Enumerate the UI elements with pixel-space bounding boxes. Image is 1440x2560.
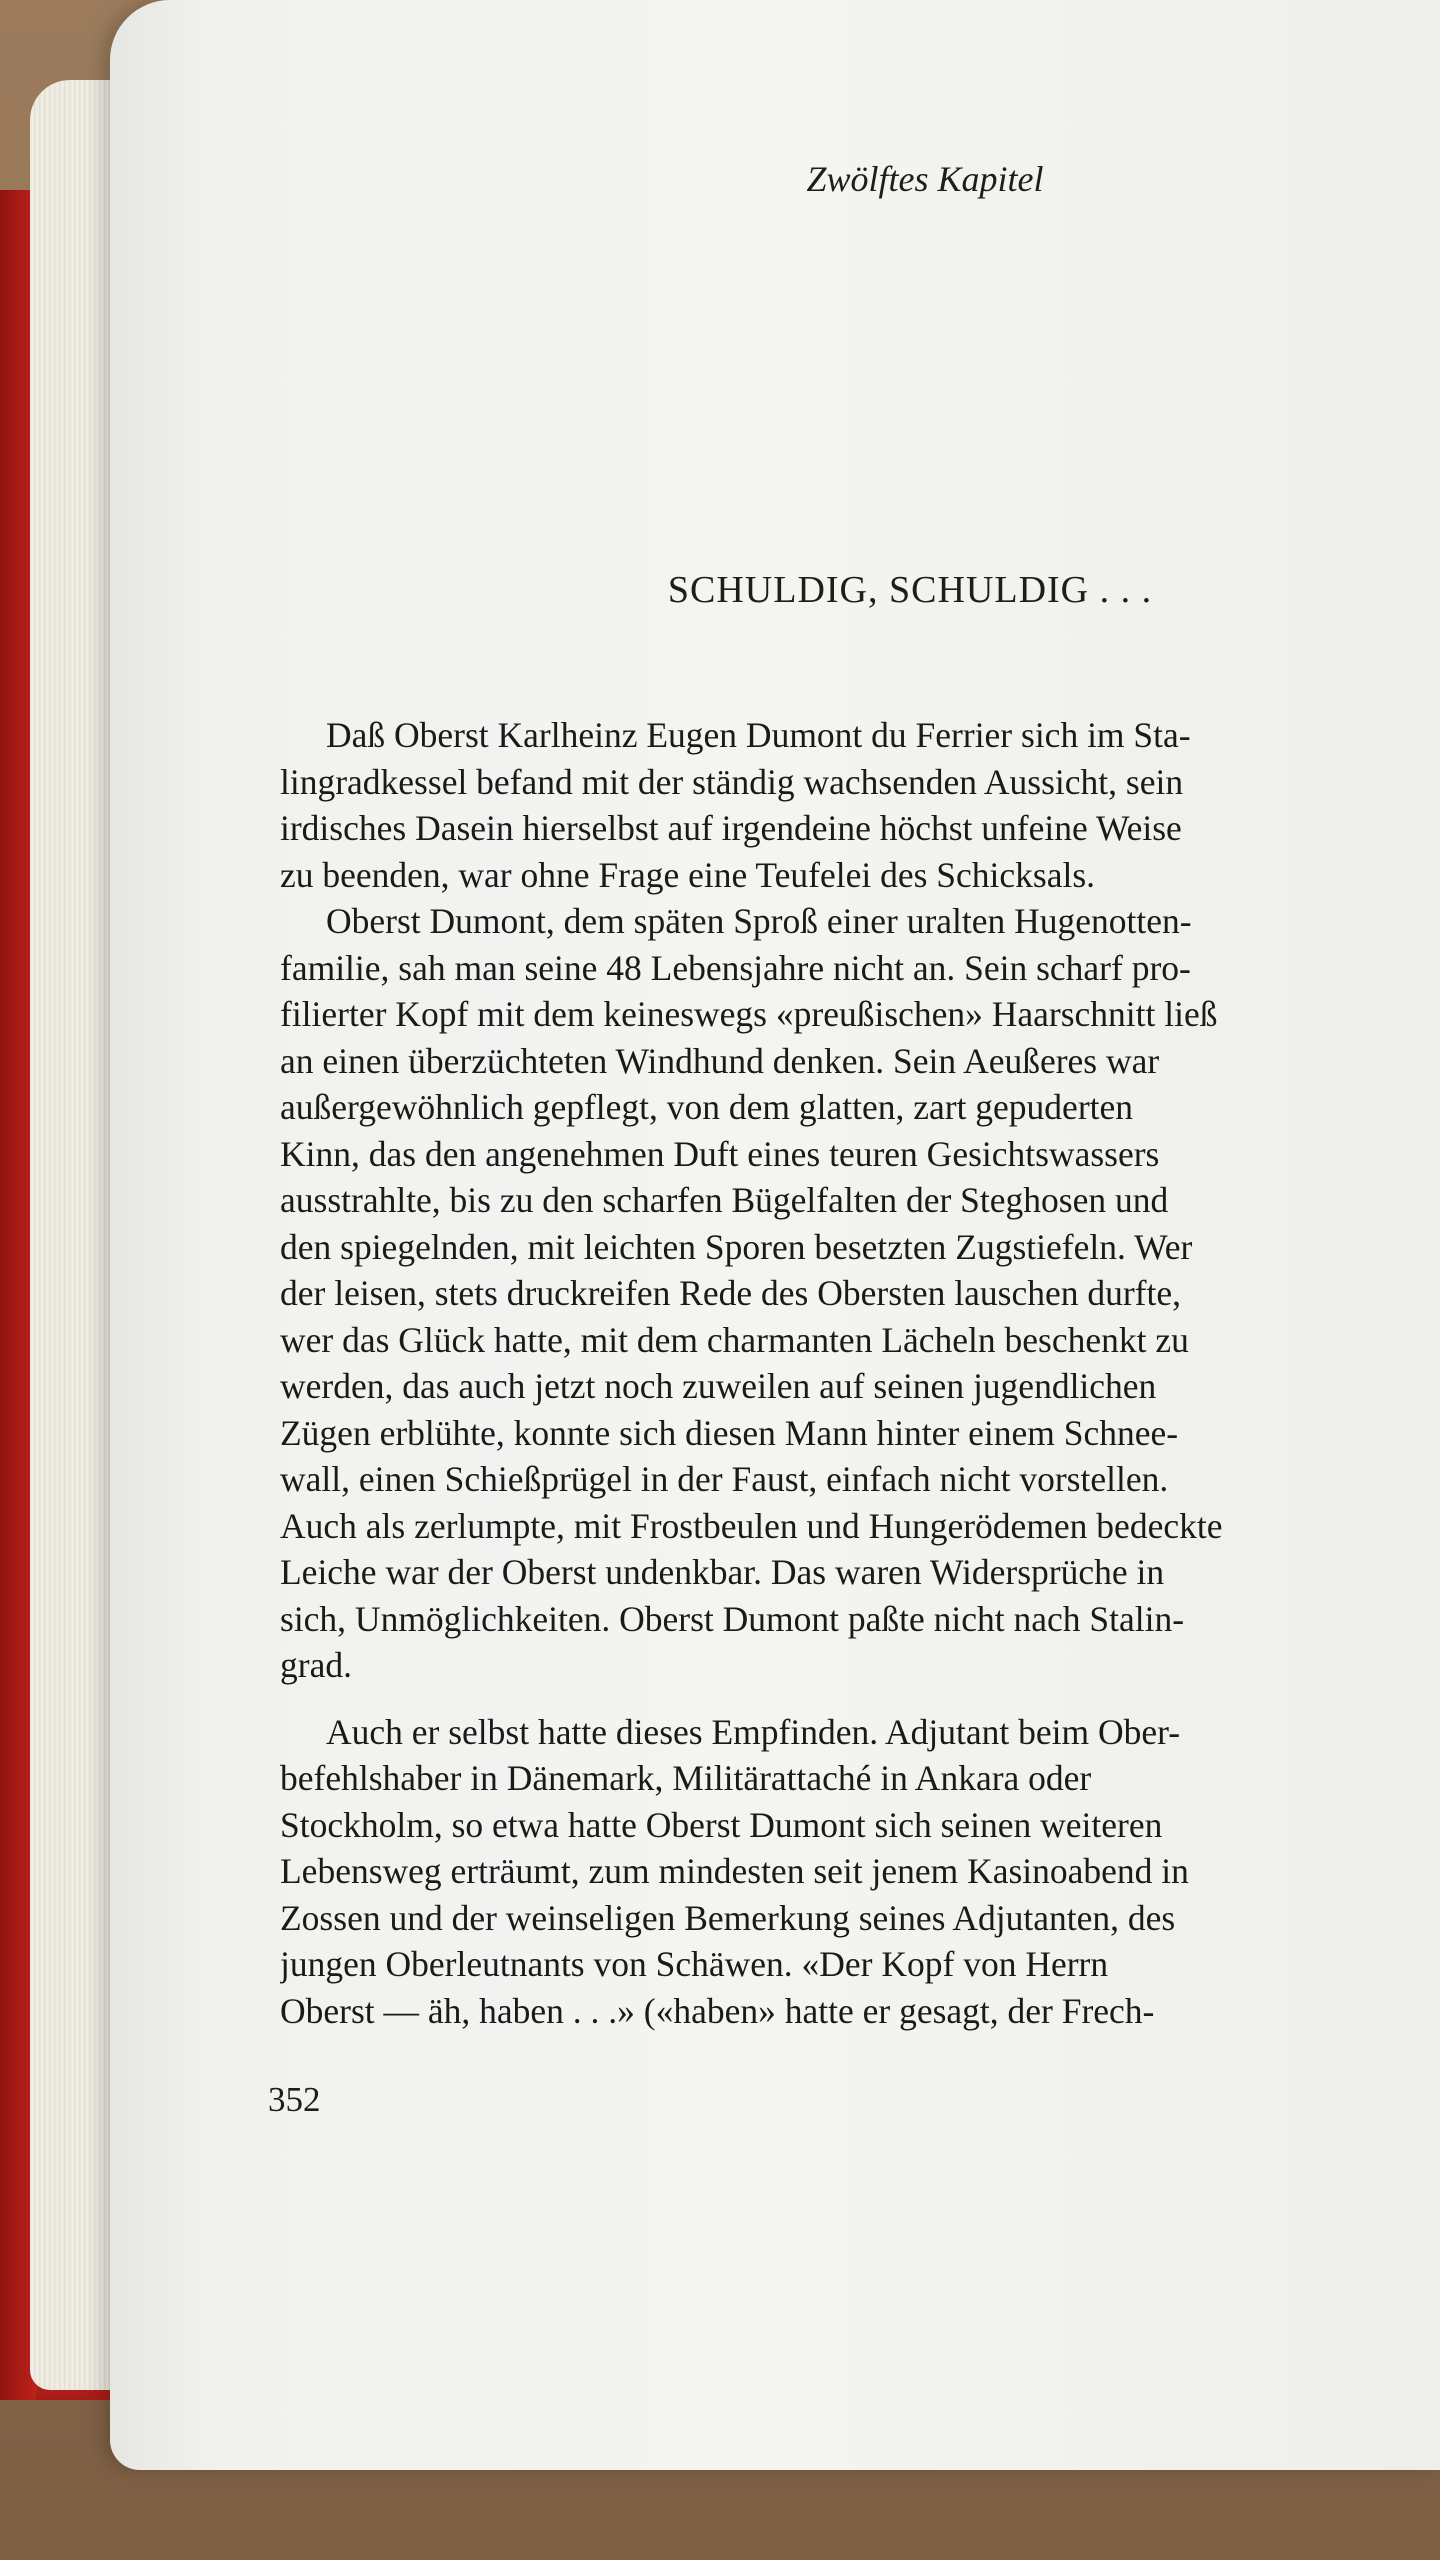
text-line: jungen Oberleutnants von Schäwen. «Der Kopf von Herrn bbox=[280, 1944, 1109, 1984]
text-line: sich, Unmöglichkeiten. Oberst Dumont paßte nicht nach Stalin- bbox=[280, 1598, 1185, 1639]
text-line: Oberst — äh, haben . . .» («haben» hatte er gesagt, der Frech- bbox=[280, 1990, 1155, 2031]
running-head: Zwölftes Kapitel bbox=[806, 159, 1044, 199]
body-text bbox=[280, 712, 1430, 2034]
chapter-title: SCHULDIG, SCHULDIG . . . bbox=[667, 569, 1153, 611]
text-line: befehlshaber in Dänemark, Militärattaché in Ankara oder bbox=[280, 1758, 1092, 1798]
text-line: der leisen, stets druckreifen Rede des Obersten lauschen durfte, bbox=[280, 1273, 1181, 1313]
text-line: familie, sah man seine 48 Lebensjahre nicht an. Sein scharf pro- bbox=[280, 947, 1191, 988]
text-line: an einen überzüchteten Windhund denken. Sein Aeußeres war bbox=[280, 1040, 1160, 1081]
text-line: Daß Oberst Karlheinz Eugen Dumont du Ferrier sich im Sta- bbox=[326, 715, 1191, 755]
page-number: 352 bbox=[268, 2080, 321, 2119]
text-line: Auch er selbst hatte dieses Empfinden. Adjutant beim Ober- bbox=[326, 1711, 1181, 1752]
text-line: lingradkessel befand mit der ständig wachsenden Aussicht, sein bbox=[280, 761, 1184, 802]
text-line: Leiche war der Oberst undenkbar. Das waren Widersprüche in bbox=[280, 1552, 1165, 1592]
text-line: Kinn, das den angenehmen Duft eines teuren Gesichtswassers bbox=[280, 1133, 1160, 1174]
text-line: Oberst Dumont, dem späten Sproß einer uralten Hugenotten- bbox=[326, 901, 1192, 941]
paragraph bbox=[280, 898, 1430, 1689]
text-line: wer das Glück hatte, mit dem charmanten Lächeln beschenkt zu bbox=[280, 1319, 1189, 1360]
text-line: grad. bbox=[280, 1645, 352, 1685]
text-line: Zossen und der weinseligen Bemerkung seines Adjutanten, des bbox=[280, 1897, 1176, 1938]
text-line: Zügen erblühte, konnte sich diesen Mann hinter einem Schnee- bbox=[280, 1412, 1179, 1453]
text-line: wall, einen Schießprügel in der Faust, einfach nicht vorstellen. bbox=[280, 1459, 1169, 1499]
text-line: filierter Kopf mit dem keineswegs «preußischen» Haarschnitt ließ bbox=[280, 994, 1218, 1034]
text-line: zu beenden, war ohne Frage eine Teufelei des Schicksals. bbox=[280, 854, 1096, 895]
text-line: Auch als zerlumpte, mit Frostbeulen und Hungerödemen bedeckte bbox=[280, 1505, 1223, 1546]
text-line: irdisches Dasein hierselbst auf irgendeine höchst unfeine Weise bbox=[280, 808, 1182, 848]
paragraph bbox=[280, 712, 1430, 898]
text-line: Lebensweg erträumt, zum mindesten seit jenem Kasinoabend in bbox=[280, 1851, 1189, 1891]
text-line: Stockholm, so etwa hatte Oberst Dumont sich seinen weiteren bbox=[280, 1804, 1163, 1845]
book-page bbox=[110, 0, 1440, 2470]
paragraph bbox=[280, 1709, 1430, 2035]
text-line: den spiegelnden, mit leichten Sporen besetzten Zugstiefeln. Wer bbox=[280, 1226, 1193, 1267]
text-line: ausstrahlte, bis zu den scharfen Bügelfalten der Steghosen und bbox=[280, 1180, 1169, 1220]
text-line: werden, das auch jetzt noch zuweilen auf seinen jugendlichen bbox=[280, 1366, 1157, 1406]
text-line: außergewöhnlich gepflegt, von dem glatten, zart gepuderten bbox=[280, 1087, 1134, 1127]
